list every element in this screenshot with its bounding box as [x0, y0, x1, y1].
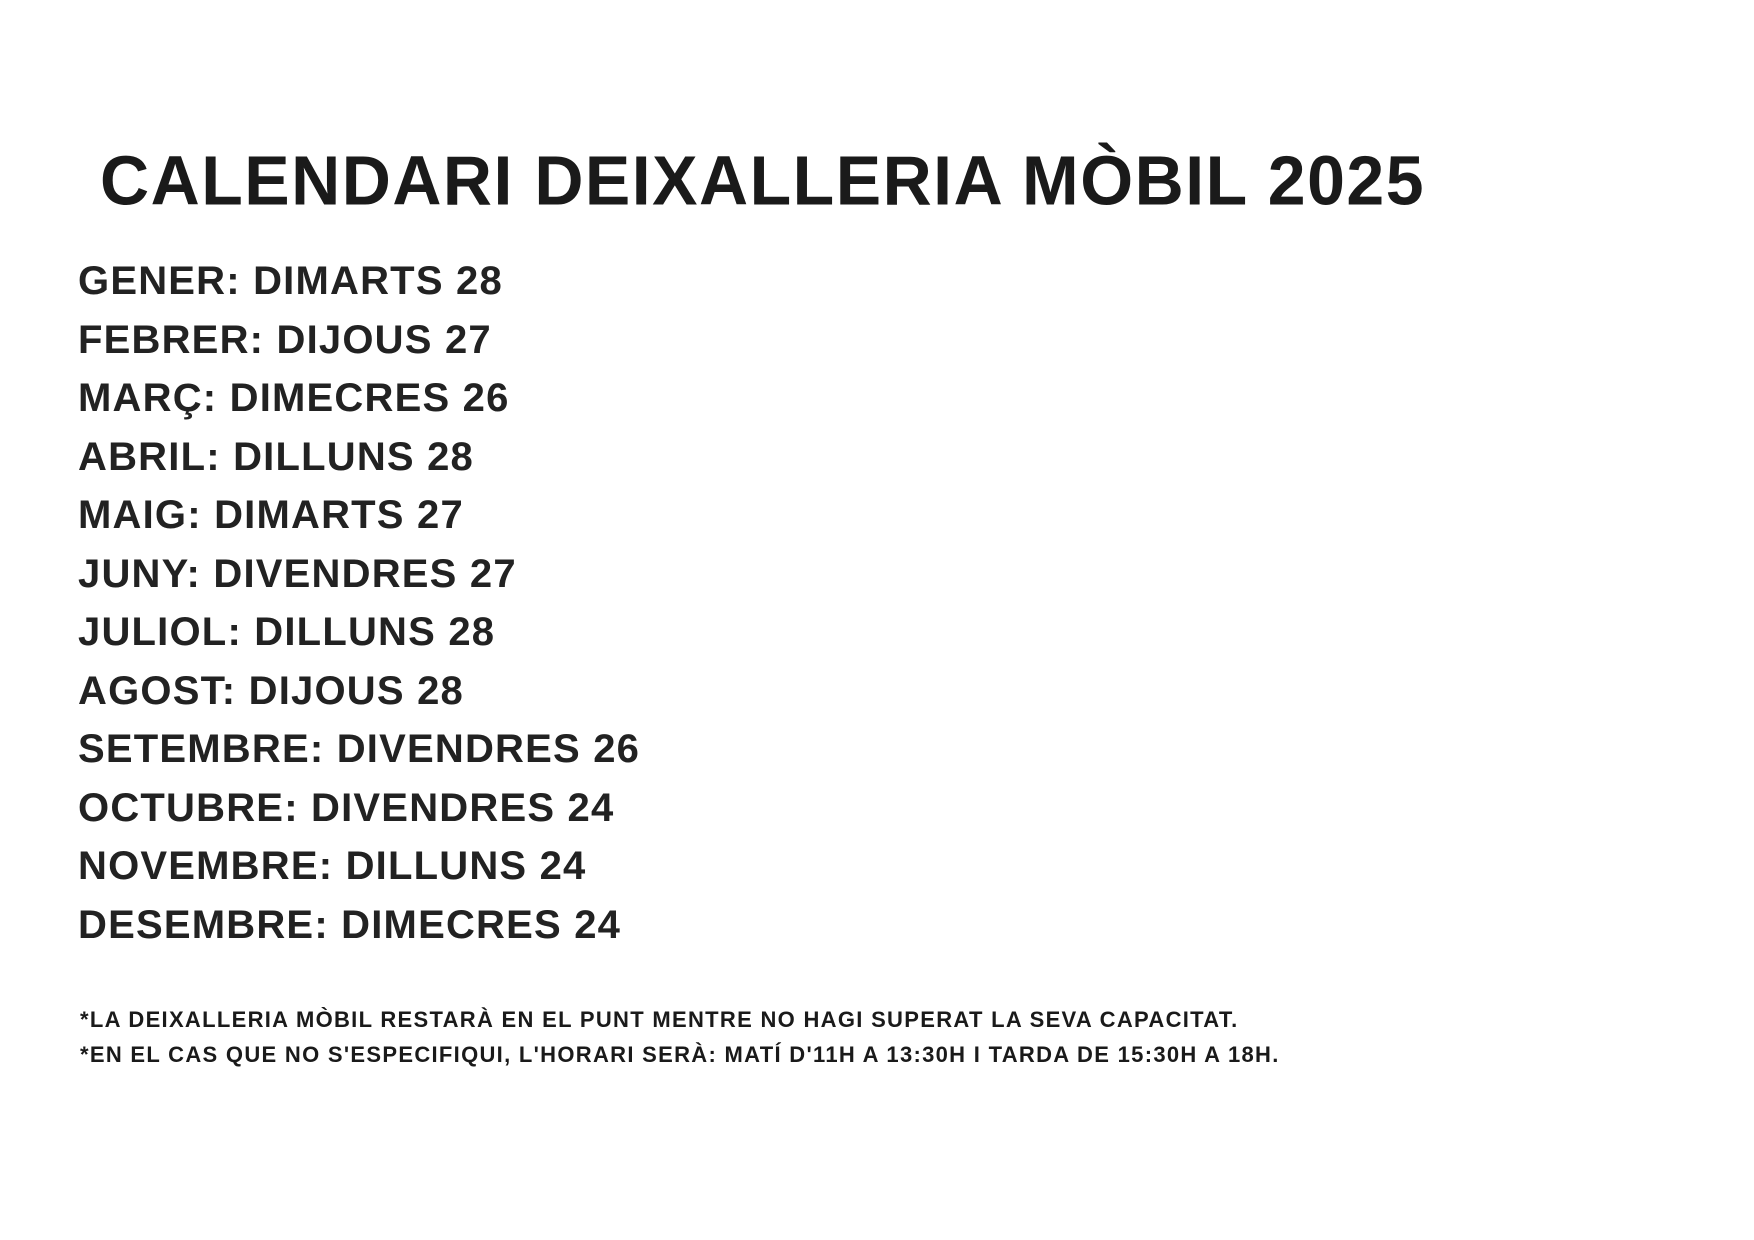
document-title: CALENDARI DEIXALLERIA MÒBIL 2025: [100, 142, 1426, 220]
collection-day: DIVENDRES 26: [336, 727, 641, 771]
month-label: SETEMBRE: [78, 727, 310, 771]
separator: :: [226, 259, 254, 303]
separator: :: [227, 610, 255, 654]
month-label: ABRIL: [78, 434, 207, 479]
month-label: AGOST: [78, 668, 222, 713]
schedule-item-octubre: [78, 779, 640, 838]
schedule-item-gener: [78, 252, 640, 311]
footnotes: [80, 1002, 1280, 1072]
month-label: MARÇ: [78, 376, 203, 420]
month-label: GENER: [78, 259, 227, 303]
collection-day: DIJOUS 27: [276, 317, 492, 362]
separator: :: [309, 727, 337, 771]
separator: :: [249, 317, 277, 362]
separator: :: [186, 551, 214, 596]
schedule-item-febrer: [78, 311, 640, 370]
schedule-item-agost: [78, 662, 640, 721]
month-label: MAIG: [78, 493, 188, 537]
schedule-item-desembre: [78, 896, 640, 955]
schedule-item-setembre: [78, 720, 640, 779]
schedule-item-juny: [78, 545, 640, 604]
separator: :: [202, 376, 230, 420]
collection-day: DILLUNS 28: [254, 610, 496, 654]
separator: :: [314, 902, 342, 947]
separator: :: [187, 493, 215, 537]
collection-day: DIJOUS 28: [248, 668, 464, 713]
collection-day: DIMARTS 27: [214, 493, 464, 537]
separator: :: [318, 844, 346, 888]
schedule-list: [78, 252, 640, 954]
separator: :: [221, 668, 249, 713]
footnote-hours: *EN EL CAS QUE NO S'ESPECIFIQUI, L'HORARI SERÀ: MATÍ D'11H A 13:30H I TARDA DE 15:30H A 18H.: [80, 1042, 1280, 1067]
month-label: JUNY: [78, 551, 187, 596]
month-label: JULIOL: [78, 610, 228, 654]
month-label: NOVEMBRE: [78, 844, 319, 888]
schedule-item-novembre: [78, 837, 640, 896]
separator: :: [284, 785, 312, 830]
collection-day: DIMECRES 26: [229, 376, 510, 420]
footnote-capacity: *LA DEIXALLERIA MÒBIL RESTARÀ EN EL PUNT MENTRE NO HAGI SUPERAT LA SEVA CAPACITAT.: [80, 1007, 1239, 1032]
collection-day: DIVENDRES 27: [213, 551, 517, 596]
schedule-item-abril: [78, 428, 640, 487]
separator: :: [206, 434, 234, 479]
collection-day: DIVENDRES 24: [311, 785, 615, 830]
schedule-item-juliol: [78, 603, 640, 662]
month-label: DESEMBRE: [78, 902, 315, 947]
collection-day: DIMARTS 28: [253, 259, 503, 303]
month-label: OCTUBRE: [78, 785, 285, 830]
collection-day: DIMECRES 24: [341, 902, 622, 947]
month-label: FEBRER: [78, 317, 250, 362]
collection-day: DILLUNS 24: [345, 844, 587, 888]
schedule-item-maig: [78, 486, 640, 545]
schedule-item-marc: [78, 369, 640, 428]
collection-day: DILLUNS 28: [233, 434, 474, 479]
